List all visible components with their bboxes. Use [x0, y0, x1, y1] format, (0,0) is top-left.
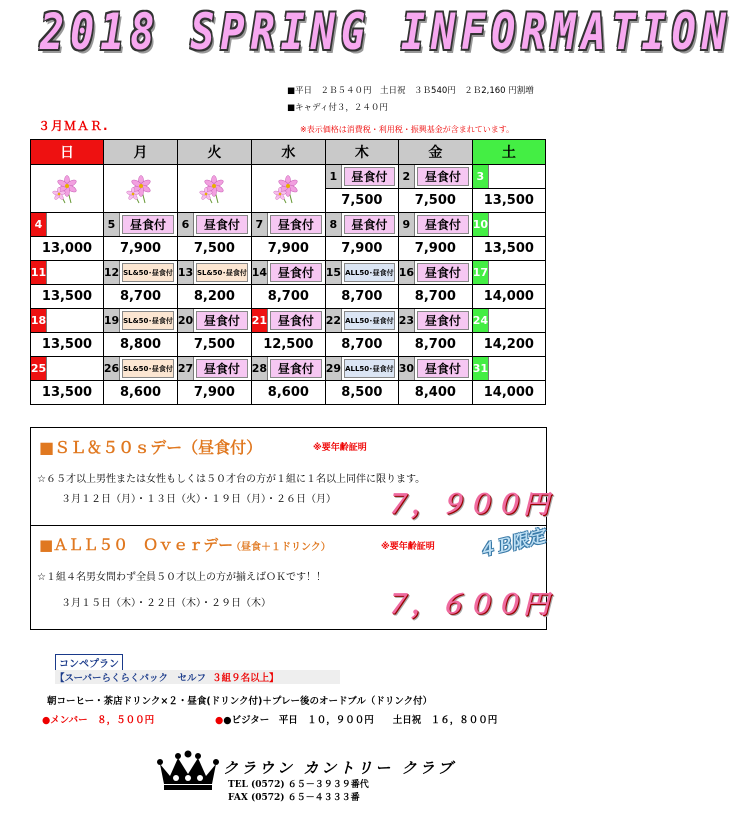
sl50-age-proof: ※要年齢証明	[313, 443, 367, 453]
day-number: 2	[399, 165, 415, 188]
calendar-price-row	[31, 237, 546, 261]
day-plan-label: 昼食付	[196, 311, 248, 330]
compe-pack-bar	[55, 670, 340, 684]
day-cell-25	[31, 357, 104, 381]
sl50-price: ７，９００円	[383, 490, 552, 520]
day-plan-label	[491, 359, 542, 378]
cosmos-flower-icon	[252, 166, 325, 211]
day-number: 27	[178, 357, 194, 380]
day-plan-label: SL&50･昼食付	[122, 359, 174, 378]
day-cell-3	[472, 165, 545, 189]
day-number: 20	[178, 309, 194, 332]
day-number: 29	[326, 357, 342, 380]
day-cell-28	[251, 357, 325, 381]
day-price: 8,700	[104, 285, 178, 309]
day-price: 8,600	[251, 381, 325, 405]
day-price: 8,700	[398, 285, 472, 309]
sl50-day-box	[30, 427, 552, 526]
day-number: 21	[252, 309, 268, 332]
day-cell-16	[398, 261, 472, 285]
sl50-heading: ■ＳＬ＆５０ｓデー（昼食付）	[39, 438, 263, 457]
day-number: 24	[473, 309, 489, 332]
tax-note: ※表示価格は消費税・利用税・振興基金が含まれています。	[300, 125, 515, 134]
day-number: 18	[31, 309, 47, 332]
day-price: 8,500	[325, 381, 398, 405]
weekday-header-row	[31, 140, 546, 165]
compe-contents: 朝コーヒー・茶店ドリンク×２・昼食(ドリンク付)＋プレー後のオードブル（ドリンク付）	[47, 696, 433, 707]
day-plan-label	[491, 263, 542, 282]
day-plan-label	[491, 215, 542, 234]
day-number: 14	[252, 261, 268, 284]
day-price: 7,500	[325, 189, 398, 213]
day-number: 26	[104, 357, 120, 380]
cosmos-flower-icon	[31, 166, 103, 211]
day-price: 13,000	[31, 237, 104, 261]
day-plan-label	[49, 215, 100, 234]
calendar-week-row	[31, 357, 546, 381]
day-price: 13,500	[31, 285, 104, 309]
day-price: 7,900	[398, 237, 472, 261]
compe-plan-title: コンペプラン	[55, 654, 123, 671]
day-cell-2	[398, 165, 472, 189]
day-plan-label: 昼食付	[344, 167, 395, 186]
day-plan-label: 昼食付	[344, 215, 395, 234]
day-number: 3	[473, 165, 489, 188]
day-plan-label: 昼食付	[196, 359, 248, 378]
day-price: 7,900	[251, 237, 325, 261]
day-price: 8,400	[398, 381, 472, 405]
weekday-2: 火	[178, 140, 252, 165]
day-number: 1	[326, 165, 342, 188]
day-number: 23	[399, 309, 415, 332]
empty-day-cell	[31, 165, 104, 213]
day-number: 25	[31, 357, 47, 380]
4b-limited-badge: ４Ｂ限定	[476, 526, 548, 563]
day-number: 19	[104, 309, 120, 332]
day-cell-29	[325, 357, 398, 381]
day-price: 8,700	[251, 285, 325, 309]
day-price: 8,800	[104, 333, 178, 357]
day-number: 22	[326, 309, 342, 332]
weekday-3: 水	[251, 140, 325, 165]
day-cell-13	[178, 261, 252, 285]
day-cell-19	[104, 309, 178, 333]
day-cell-4	[31, 213, 104, 237]
day-plan-label	[491, 167, 542, 186]
day-cell-14	[251, 261, 325, 285]
day-plan-label: 昼食付	[417, 263, 469, 282]
weekday-4: 木	[325, 140, 398, 165]
day-number: 13	[178, 261, 194, 284]
day-cell-31	[472, 357, 545, 381]
day-plan-label: 昼食付	[122, 215, 174, 234]
day-cell-26	[104, 357, 178, 381]
day-price: 7,900	[104, 237, 178, 261]
day-price: 12,500	[251, 333, 325, 357]
day-cell-8	[325, 213, 398, 237]
day-cell-6	[178, 213, 252, 237]
month-label: ３月ＭＡＲ.	[38, 119, 109, 133]
day-price: 7,500	[178, 333, 252, 357]
sl50-dates: ３月１２日（月）・１３日（火）・１９日（月）・２６日（月）	[61, 494, 336, 505]
club-name: クラウン カントリー クラブ	[223, 759, 456, 777]
day-number: 15	[326, 261, 342, 284]
calendar-week-row	[31, 213, 546, 237]
all50-heading: ■ＡＬＬ５０ Ｏｖｅｒデー	[39, 536, 234, 554]
club-fax: FAX (0572) ６５－４３３３番	[228, 793, 360, 803]
day-number: 11	[31, 261, 47, 284]
day-cell-12	[104, 261, 178, 285]
day-number: 31	[473, 357, 489, 380]
day-plan-label	[49, 311, 100, 330]
day-cell-27	[178, 357, 252, 381]
weekday-5: 金	[398, 140, 472, 165]
day-price: 8,600	[104, 381, 178, 405]
day-number: 12	[104, 261, 120, 284]
all50-subheading: （昼食＋１ドリンク）	[231, 542, 331, 553]
day-plan-label: 昼食付	[270, 359, 322, 378]
day-cell-10	[472, 213, 545, 237]
compe-member-price: ●メンバー ８，５００円	[42, 715, 155, 726]
day-plan-label: ALL50･昼食付	[344, 263, 395, 282]
empty-day-cell	[251, 165, 325, 213]
day-number: 30	[399, 357, 415, 380]
day-number: 7	[252, 213, 268, 236]
calendar-price-row	[31, 285, 546, 309]
day-number: 17	[473, 261, 489, 284]
day-plan-label: SL&50･昼食付	[196, 263, 248, 282]
calendar-week-row	[31, 309, 546, 333]
day-price: 7,500	[178, 237, 252, 261]
day-plan-label	[49, 263, 100, 282]
day-cell-18	[31, 309, 104, 333]
day-plan-label: 昼食付	[270, 311, 322, 330]
all50-dates: ３月１５日（木）・２２日（木）・２９日（木）	[61, 598, 271, 609]
day-plan-label: 昼食付	[270, 263, 322, 282]
day-number: 6	[178, 213, 194, 236]
calendar-price-row	[31, 333, 546, 357]
day-cell-15	[325, 261, 398, 285]
day-price: 8,700	[325, 285, 398, 309]
compe-visitor-price: ●●ビジター 平日 １０，９００円 土日祝 １６，８００円	[215, 715, 498, 726]
day-price: 14,200	[472, 333, 545, 357]
day-price: 13,500	[472, 189, 545, 213]
weekday-0: 日	[31, 140, 104, 165]
day-price: 7,900	[178, 381, 252, 405]
compe-pack-condition: ３組９名以上】	[212, 673, 279, 684]
day-number: 4	[31, 213, 47, 236]
calendar-week-row	[31, 261, 546, 285]
all50-day-box	[30, 525, 552, 630]
all50-age-proof: ※要年齢証明	[381, 542, 435, 552]
day-price: 14,000	[472, 285, 545, 309]
day-number: 5	[104, 213, 120, 236]
day-plan-label: SL&50･昼食付	[122, 263, 174, 282]
empty-day-cell	[104, 165, 178, 213]
day-price: 13,500	[472, 237, 545, 261]
day-price: 8,700	[398, 333, 472, 357]
day-plan-label	[491, 311, 542, 330]
day-cell-20	[178, 309, 252, 333]
calendar-table	[30, 139, 546, 405]
calendar-week-row	[31, 165, 546, 189]
price-info-line1: ■平日 ２Ｂ５４０円 土日祝 ３Ｂ540円 ２Ｂ2,160 円割増	[287, 86, 534, 96]
day-plan-label: ALL50･昼食付	[344, 311, 395, 330]
compe-visitor-text: ●ビジター 平日 １０，９００円 土日祝 １６，８００円	[223, 715, 498, 726]
day-cell-23	[398, 309, 472, 333]
day-price: 7,500	[398, 189, 472, 213]
empty-day-cell	[178, 165, 252, 213]
day-cell-5	[104, 213, 178, 237]
day-plan-label: 昼食付	[196, 215, 248, 234]
day-number: 10	[473, 213, 489, 236]
day-cell-22	[325, 309, 398, 333]
day-number: 16	[399, 261, 415, 284]
all50-description: ☆１組４名男女問わず全員５０才以上の方が揃えばＯＫです！！	[37, 572, 326, 583]
weekday-1: 月	[104, 140, 178, 165]
day-plan-label	[49, 359, 100, 378]
cosmos-flower-icon	[178, 166, 251, 211]
weekday-6: 土	[472, 140, 545, 165]
day-plan-label: 昼食付	[417, 215, 469, 234]
day-plan-label: 昼食付	[417, 359, 469, 378]
day-cell-1	[325, 165, 398, 189]
day-plan-label: ALL50･昼食付	[344, 359, 395, 378]
all50-price: ７，６００円	[383, 590, 552, 620]
day-number: 9	[399, 213, 415, 236]
compe-pack-name: 【スーパーらくらくパック セルフ	[55, 673, 207, 684]
day-cell-24	[472, 309, 545, 333]
day-price: 7,900	[325, 237, 398, 261]
crown-logo-icon	[156, 750, 220, 792]
page-title: 2018 SPRING INFORMATION	[40, 4, 732, 62]
sl50-description: ☆６５才以上男性または女性もしくは５０才台の方が１組に１名以上同伴に限ります。	[37, 474, 426, 485]
day-cell-30	[398, 357, 472, 381]
price-info-line2: ■キャディ付３，２４０円	[287, 103, 388, 113]
day-cell-21	[251, 309, 325, 333]
day-plan-label: 昼食付	[270, 215, 322, 234]
day-price: 13,500	[31, 381, 104, 405]
day-plan-label: SL&50･昼食付	[122, 311, 174, 330]
day-price: 13,500	[31, 333, 104, 357]
day-plan-label: 昼食付	[417, 167, 469, 186]
day-price: 14,000	[472, 381, 545, 405]
day-number: 8	[326, 213, 342, 236]
day-price: 8,200	[178, 285, 252, 309]
day-number: 28	[252, 357, 268, 380]
day-plan-label: 昼食付	[417, 311, 469, 330]
day-price: 8,700	[325, 333, 398, 357]
day-cell-9	[398, 213, 472, 237]
day-cell-17	[472, 261, 545, 285]
day-cell-7	[251, 213, 325, 237]
day-cell-11	[31, 261, 104, 285]
calendar-price-row	[31, 381, 546, 405]
cosmos-flower-icon	[104, 166, 177, 211]
club-tel: TEL (0572) ６５－３９３９番代	[228, 780, 369, 790]
